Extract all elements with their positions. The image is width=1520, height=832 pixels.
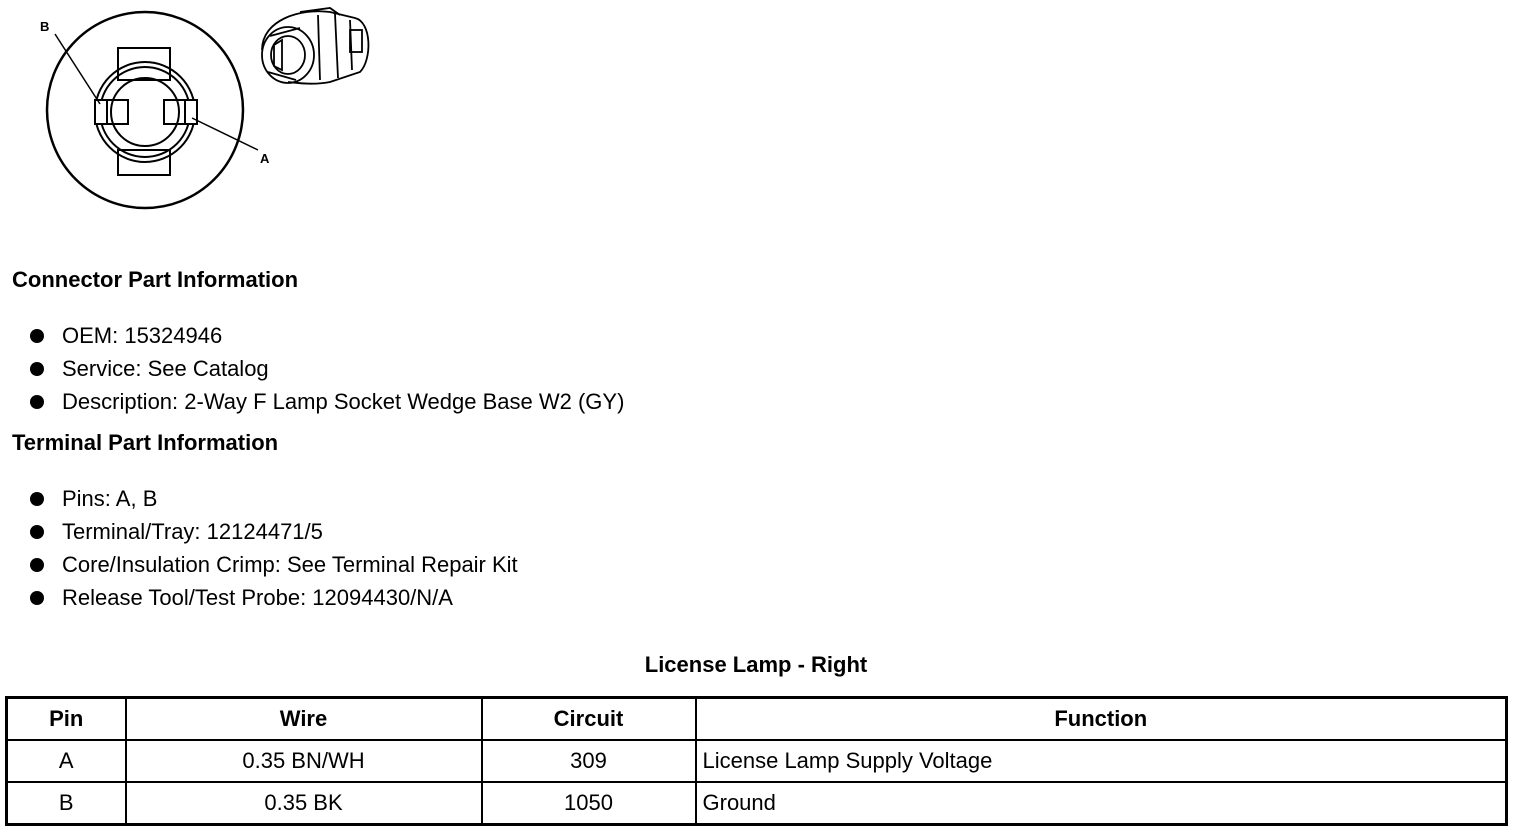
list-item-text: OEM: 15324946 xyxy=(62,323,223,348)
list-item xyxy=(28,482,518,515)
cell-wire: 0.35 BN/WH xyxy=(126,740,482,782)
table-header-row xyxy=(7,698,1507,741)
list-item xyxy=(28,515,518,548)
list-item xyxy=(28,548,518,581)
header-function: Function xyxy=(696,698,1507,741)
cell-pin: A xyxy=(7,740,126,782)
connector-face-view xyxy=(47,12,258,208)
cell-wire: 0.35 BK xyxy=(126,782,482,825)
pin-table xyxy=(5,696,1508,826)
list-item xyxy=(28,352,624,385)
header-pin: Pin xyxy=(7,698,126,741)
list-item-text: Description: 2-Way F Lamp Socket Wedge Base W2 (GY) xyxy=(62,389,625,414)
list-item-text: Service: See Catalog xyxy=(62,356,269,381)
list-item-text: Terminal/Tray: 12124471/5 xyxy=(62,519,323,544)
bullet-icon xyxy=(30,525,44,539)
list-item xyxy=(28,581,518,614)
header-circuit: Circuit xyxy=(482,698,696,741)
header-wire: Wire xyxy=(126,698,482,741)
table-row xyxy=(7,782,1507,825)
bullet-icon xyxy=(30,558,44,572)
table-row xyxy=(7,740,1507,782)
connector-part-info-heading: Connector Part Information xyxy=(12,267,299,292)
connector-isometric-view xyxy=(262,8,368,84)
bullet-icon xyxy=(30,329,44,343)
cell-function: License Lamp Supply Voltage xyxy=(696,740,1507,782)
pin-b-callout: B xyxy=(40,19,50,34)
connector-diagram xyxy=(0,0,400,230)
list-item-text: Core/Insulation Crimp: See Terminal Repair Kit xyxy=(62,552,518,577)
list-item xyxy=(28,319,624,352)
cell-pin: B xyxy=(7,782,126,825)
cell-circuit: 309 xyxy=(482,740,696,782)
connector-part-info-list xyxy=(28,319,624,418)
list-item xyxy=(28,385,624,418)
bullet-icon xyxy=(30,362,44,376)
pin-table-title: License Lamp - Right xyxy=(644,652,868,677)
cell-circuit: 1050 xyxy=(482,782,696,825)
cell-function: Ground xyxy=(696,782,1507,825)
bullet-icon xyxy=(30,492,44,506)
terminal-part-info-heading: Terminal Part Information xyxy=(12,430,279,455)
pin-a-callout: A xyxy=(260,151,270,166)
list-item-text: Release Tool/Test Probe: 12094430/N/A xyxy=(62,585,453,610)
bullet-icon xyxy=(30,591,44,605)
terminal-part-info-list xyxy=(28,482,518,614)
bullet-icon xyxy=(30,395,44,409)
list-item-text: Pins: A, B xyxy=(62,486,158,511)
